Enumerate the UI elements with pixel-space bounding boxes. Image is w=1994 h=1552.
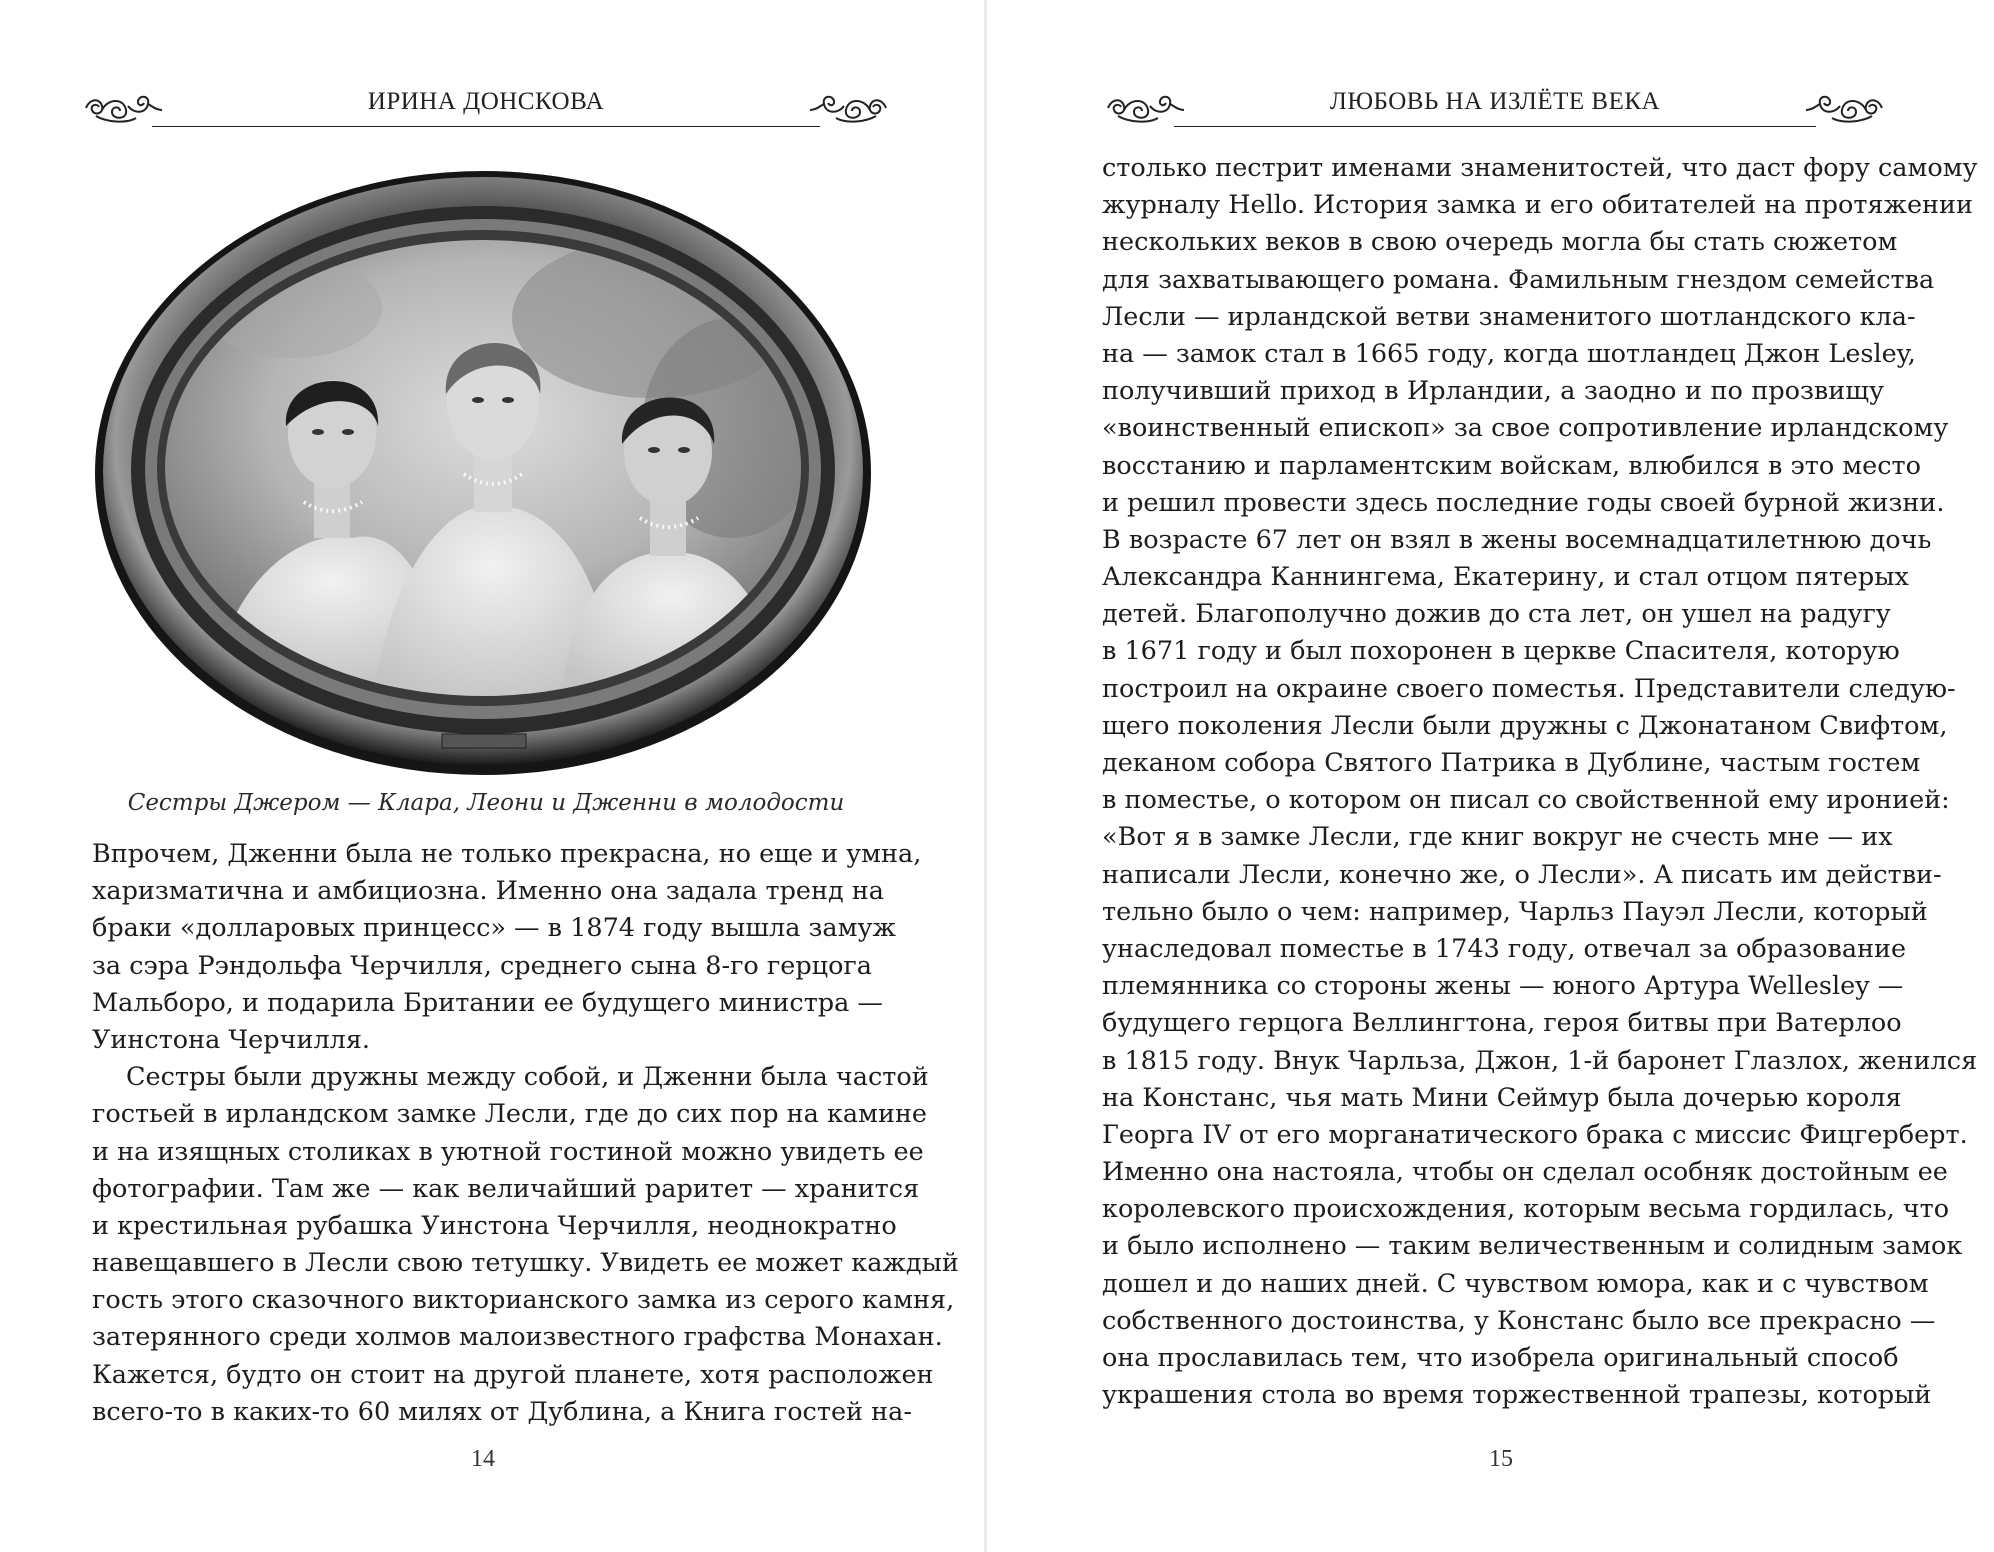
photo-caption: Сестры Джером — Клара, Леони и Дженни в молодости [127, 790, 845, 816]
text-line: для захватывающего романа. Фамильным гнездом семейства [1102, 264, 1935, 295]
text-line: «Вот я в замке Лесли, где книг вокруг не счесть мне — их [1102, 822, 1893, 853]
text-line: Мальборо, и подарила Британии ее будущего министра — [92, 987, 883, 1018]
text-line: журналу Hello. История замка и его обитателей на протяжении [1102, 190, 1974, 221]
text-line: Именно она настояла, чтобы он сделал особняк достойным ее [1102, 1157, 1948, 1188]
flourish-ornament-icon [808, 86, 890, 126]
text-line: всего-то в каких-то 60 милях от Дублина, а Книга гостей на- [92, 1396, 912, 1427]
text-line: и было исполнено — таким величественным и солидным замок [1102, 1231, 1963, 1262]
text-line: затерянного среди холмов малоизвестного графства Монахан. [92, 1322, 943, 1353]
text-line: на Констанс, чья мать Мини Сеймур была дочерью короля [1102, 1082, 1902, 1113]
text-line: унаследовал поместье в 1743 году, отвечал за образование [1102, 933, 1907, 964]
header-rule [1174, 126, 1816, 127]
text-line: она прославилась тем, что изобрела оригинальный способ [1102, 1343, 1899, 1373]
flourish-ornament-icon [1804, 86, 1886, 126]
text-line: и на изящных столиках в уютной гостиной можно увидеть ее [92, 1136, 924, 1167]
text-line: навещавшего в Лесли свою тетушку. Увидеть ее может каждый [92, 1248, 959, 1279]
text-line: тельно было о чем: например, Чарльз Пауэл Лесли, который [1102, 896, 1928, 927]
text-line: столько пестрит именами знаменитостей, что даст фору самому [1102, 153, 1978, 183]
text-line: королевского происхождения, которым весьма гордилась, что [1102, 1194, 1950, 1225]
text-line: «воинственный епископ» за свое сопротивление ирландскому [1102, 413, 1949, 444]
left-page [0, 0, 986, 1552]
text-line: деканом собора Святого Патрика в Дублине, частым гостем [1102, 748, 1921, 778]
running-header-author: ИРИНА ДОНСКОВА [367, 88, 605, 115]
body-text [92, 836, 959, 1431]
text-line: харизматична и амбициозна. Именно она задала тренд на [92, 876, 884, 907]
text-line: Сестры были дружны между собой, и Дженни была частой [126, 1062, 929, 1093]
text-line: украшения стола во время торжественной трапезы, который [1102, 1380, 1932, 1411]
text-line: детей. Благополучно дожив до ста лет, он ушел на радугу [1102, 599, 1891, 630]
text-line: Уинстона Черчилля. [92, 1024, 371, 1055]
text-line: собственного достоинства, у Констанс было все прекрасно — [1102, 1305, 1936, 1336]
text-line: Александра Каннингема, Екатерину, и стал отцом пятерых [1102, 562, 1909, 593]
text-line: и крестильная рубашка Уинстона Черчилля, неоднократно [92, 1210, 897, 1241]
page-number: 14 [471, 1446, 495, 1472]
text-line: в 1671 году и был похоронен в церкве Спасителя, которую [1102, 636, 1900, 667]
text-line: Георга IV от его морганатического брака с миссис Фицгерберт. [1102, 1119, 1968, 1150]
text-line: фотографии. Там же — как величайший раритет — хранится [92, 1173, 920, 1204]
running-header [82, 84, 890, 136]
running-header [1104, 84, 1886, 136]
text-line: в поместье, о котором он писал со свойственной ему иронией: [1102, 785, 1950, 816]
text-line: Впрочем, Дженни была не только прекрасна, но еще и умна, [92, 839, 922, 869]
text-line: гость этого сказочного викторианского замка из серого камня, [92, 1285, 955, 1316]
text-line: и решил провести здесь последние годы своей бурной жизни. [1102, 487, 1945, 518]
text-line: щего поколения Лесли были дружны с Джонатаном Свифтом, [1102, 710, 1948, 741]
text-line: получивший приход в Ирландии, а заодно и по прозвищу [1102, 376, 1884, 407]
running-header-title: ЛЮБОВЬ НА ИЗЛЁТЕ ВЕКА [1329, 88, 1661, 115]
text-line: на — замок стал в 1665 году, когда шотландец Джон Lesley, [1102, 338, 1916, 369]
text-line: за сэра Рэндольфа Черчилля, среднего сына 8-го герцога [92, 950, 872, 981]
text-line: построил на окраине своего поместья. Представители следую- [1102, 673, 1956, 704]
text-line: восстанию и парламентским войскам, влюбился в это место [1102, 450, 1922, 481]
text-line: гостьей в ирландском замке Лесли, где до сих пор на камине [92, 1099, 928, 1130]
text-line: написали Лесли, конечно же, о Лесли». А писать им действи- [1102, 859, 1942, 890]
text-line: племянника со стороны жены — юного Артура Wellesley — [1102, 971, 1904, 1002]
text-line: В возрасте 67 лет он взял в жены восемнадцатилетнюю дочь [1102, 524, 1932, 555]
text-line: в 1815 году. Внук Чарльза, Джон, 1-й баронет Глазлох, женился [1102, 1045, 1978, 1076]
header-rule [152, 126, 820, 127]
page-number: 15 [1489, 1446, 1513, 1472]
oval-framed-portrait [92, 168, 875, 778]
text-line: нескольких веков в свою очередь могла бы стать сюжетом [1102, 227, 1898, 258]
text-line: Кажется, будто он стоит на другой планете, хотя расположен [92, 1359, 934, 1390]
right-page [986, 0, 1978, 1552]
text-line: будущего герцога Веллингтона, героя битвы при Ватерлоо [1102, 1008, 1902, 1039]
text-line: дошел и до наших дней. С чувством юмора, как и с чувством [1102, 1268, 1929, 1299]
text-line: браки «долларовых принцесс» — в 1874 году вышла замуж [92, 913, 896, 944]
body-text [1102, 150, 1978, 1414]
text-line: Лесли — ирландской ветви знаменитого шотландского кла- [1102, 301, 1916, 332]
